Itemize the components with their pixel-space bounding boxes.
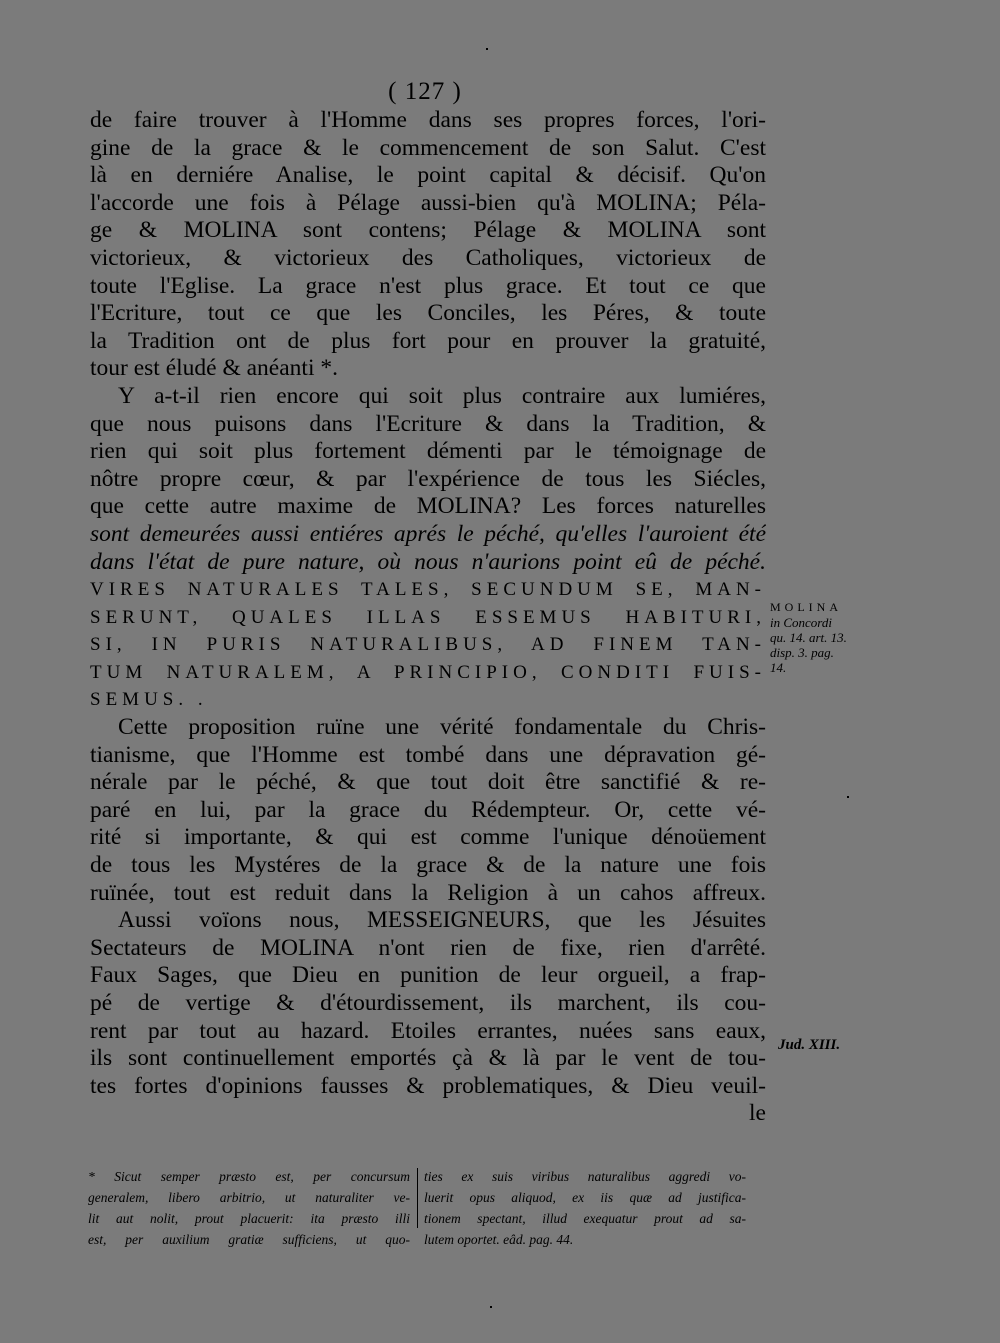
text-line: que cette autre maxime de MOLINA? Les forces naturelles [90,493,766,520]
text-line: Y a-t-il rien encore qui soit plus contraire aux lumiéres, [118,382,766,409]
text-line: ruïnée, tout est reduit dans la Religion à un cahos affreux. [90,879,766,906]
text-line: TUM NATURALEM, A PRINCIPIO, CONDITI FUIS- [90,661,766,683]
text-line: gine de la grace & le commencement de son Salut. C'est [90,134,766,161]
text-line: rent par tout au hazard. Etoiles errantes, nuées sans eaux, [90,1017,766,1044]
footnote-right-column [424,1166,746,1250]
body-text [90,107,766,1128]
text-line: l'Ecriture, tout ce que les Conciles, les Péres, & toute [90,300,766,327]
margin-note-line: disp. 3. pag. [770,645,834,660]
text-line: le [749,1100,766,1127]
text-line: pé de vertige & d'étourdissement, ils marchent, ils cou- [90,990,766,1016]
text-line: Sectateurs de MOLINA n'ont rien de fixe, rien d'arrêté. [90,934,766,961]
text-line: victorieux, & victorieux des Catholiques, victorieux de [90,244,766,271]
footnote-line: tionem spectant, illud exequatur prout ad sa- [424,1211,746,1226]
text-line: Aussi voïons nous, MESSEIGNEURS, que les Jésuites [118,907,766,934]
text-line: SEMUS. . [90,689,208,711]
footnote-line: generalem, libero arbitrio, ut naturaliter ve- [88,1190,410,1205]
text-line: l'accorde une fois à Pélage aussi-bien qu'à MOLINA; Péla- [90,189,766,216]
scan-speck [486,48,488,50]
text-line: de tous les Mystéres de la grace & de la nature une fois [90,852,766,879]
text-line: rité si importante, & qui est comme l'unique dénoüement [90,824,766,851]
text-line: sont demeurées aussi entiéres aprés le péché, qu'elles l'auroient été [90,520,766,547]
footnote-line: * Sicut semper præsto est, per concursum [88,1169,410,1184]
margin-note-molina-name: MOLINA [770,600,842,614]
text-line: tianisme, que l'Homme est tombé dans une dépravation gé- [90,741,766,768]
text-line: SERUNT, QUALES ILLAS ESSEMUS HABITURI, [90,606,766,628]
text-line: tes fortes d'opinions fausses & problematiques, & Dieu veuil- [90,1072,766,1099]
text-line: VIRES NATURALES TALES, SECUNDUM SE, MAN- [90,579,766,601]
margin-note-line: qu. 14. art. 13. [770,630,847,645]
text-line: paré en lui, par la grace du Rédempteur. Or, cette vé- [90,796,766,823]
text-line: SI, IN PURIS NATURALIBUS, AD FINEM TAN- [90,634,766,656]
footnote-line: ties ex suis viribus naturalibus aggredi vo- [424,1169,746,1184]
text-line: la Tradition ont de plus fort pour en prouver la gratuité, [90,327,766,354]
margin-note-line: in Concordi [770,615,832,630]
scan-speck [847,796,849,798]
page-number: ( 127 ) [388,78,462,105]
text-line: Cette proposition ruïne une vérité fondamentale du Chris- [118,714,766,741]
text-line: ils sont continuellement emportés çà & là par le vent de tou- [90,1045,766,1072]
text-line: ge & MOLINA sont contens; Pélage & MOLINA sont [90,217,766,244]
footnote-line: est, per auxilium gratiæ sufficiens, ut quo- [88,1232,410,1247]
footnote-line: lutem oportet. eâd. pag. 44. [424,1232,574,1247]
text-line: là en derniére Analise, le point capital & décisif. Qu'on [90,162,766,189]
text-line: nérale par le péché, & que tout doit être sanctifié & re- [90,769,766,796]
text-line: dans l'état de pure nature, où nous n'aurions point eû de péché. [90,548,766,575]
text-line: que nous puisons dans l'Ecriture & dans la Tradition, & [90,410,766,437]
margin-note-molina [770,600,875,675]
text-line: nôtre propre cœur, & par l'expérience de tous les Siécles, [90,465,766,492]
text-line: de faire trouver à l'Homme dans ses propres forces, l'ori- [90,107,766,133]
text-line: tour est éludé & anéanti *. [90,355,338,382]
text-line: toute l'Eglise. La grace n'est plus grace. Et tout ce que [90,272,766,299]
margin-note-jude: Jud. XIII. [778,1037,841,1053]
text-line: Faux Sages, que Dieu en punition de leur orgueil, a frap- [90,962,766,989]
scan-speck [490,1306,492,1308]
footnote-left-column [88,1166,410,1250]
footnote-line: luerit opus aliquod, ex iis quæ ad justifica- [424,1190,746,1205]
text-line: rien qui soit plus fortement démenti par le témoignage de [90,438,766,465]
footnote-divider [417,1168,418,1228]
footnote-line: lit aut nolit, prout placuerit: ita præsto illi [88,1211,410,1226]
margin-note-line: 14. [770,660,787,675]
